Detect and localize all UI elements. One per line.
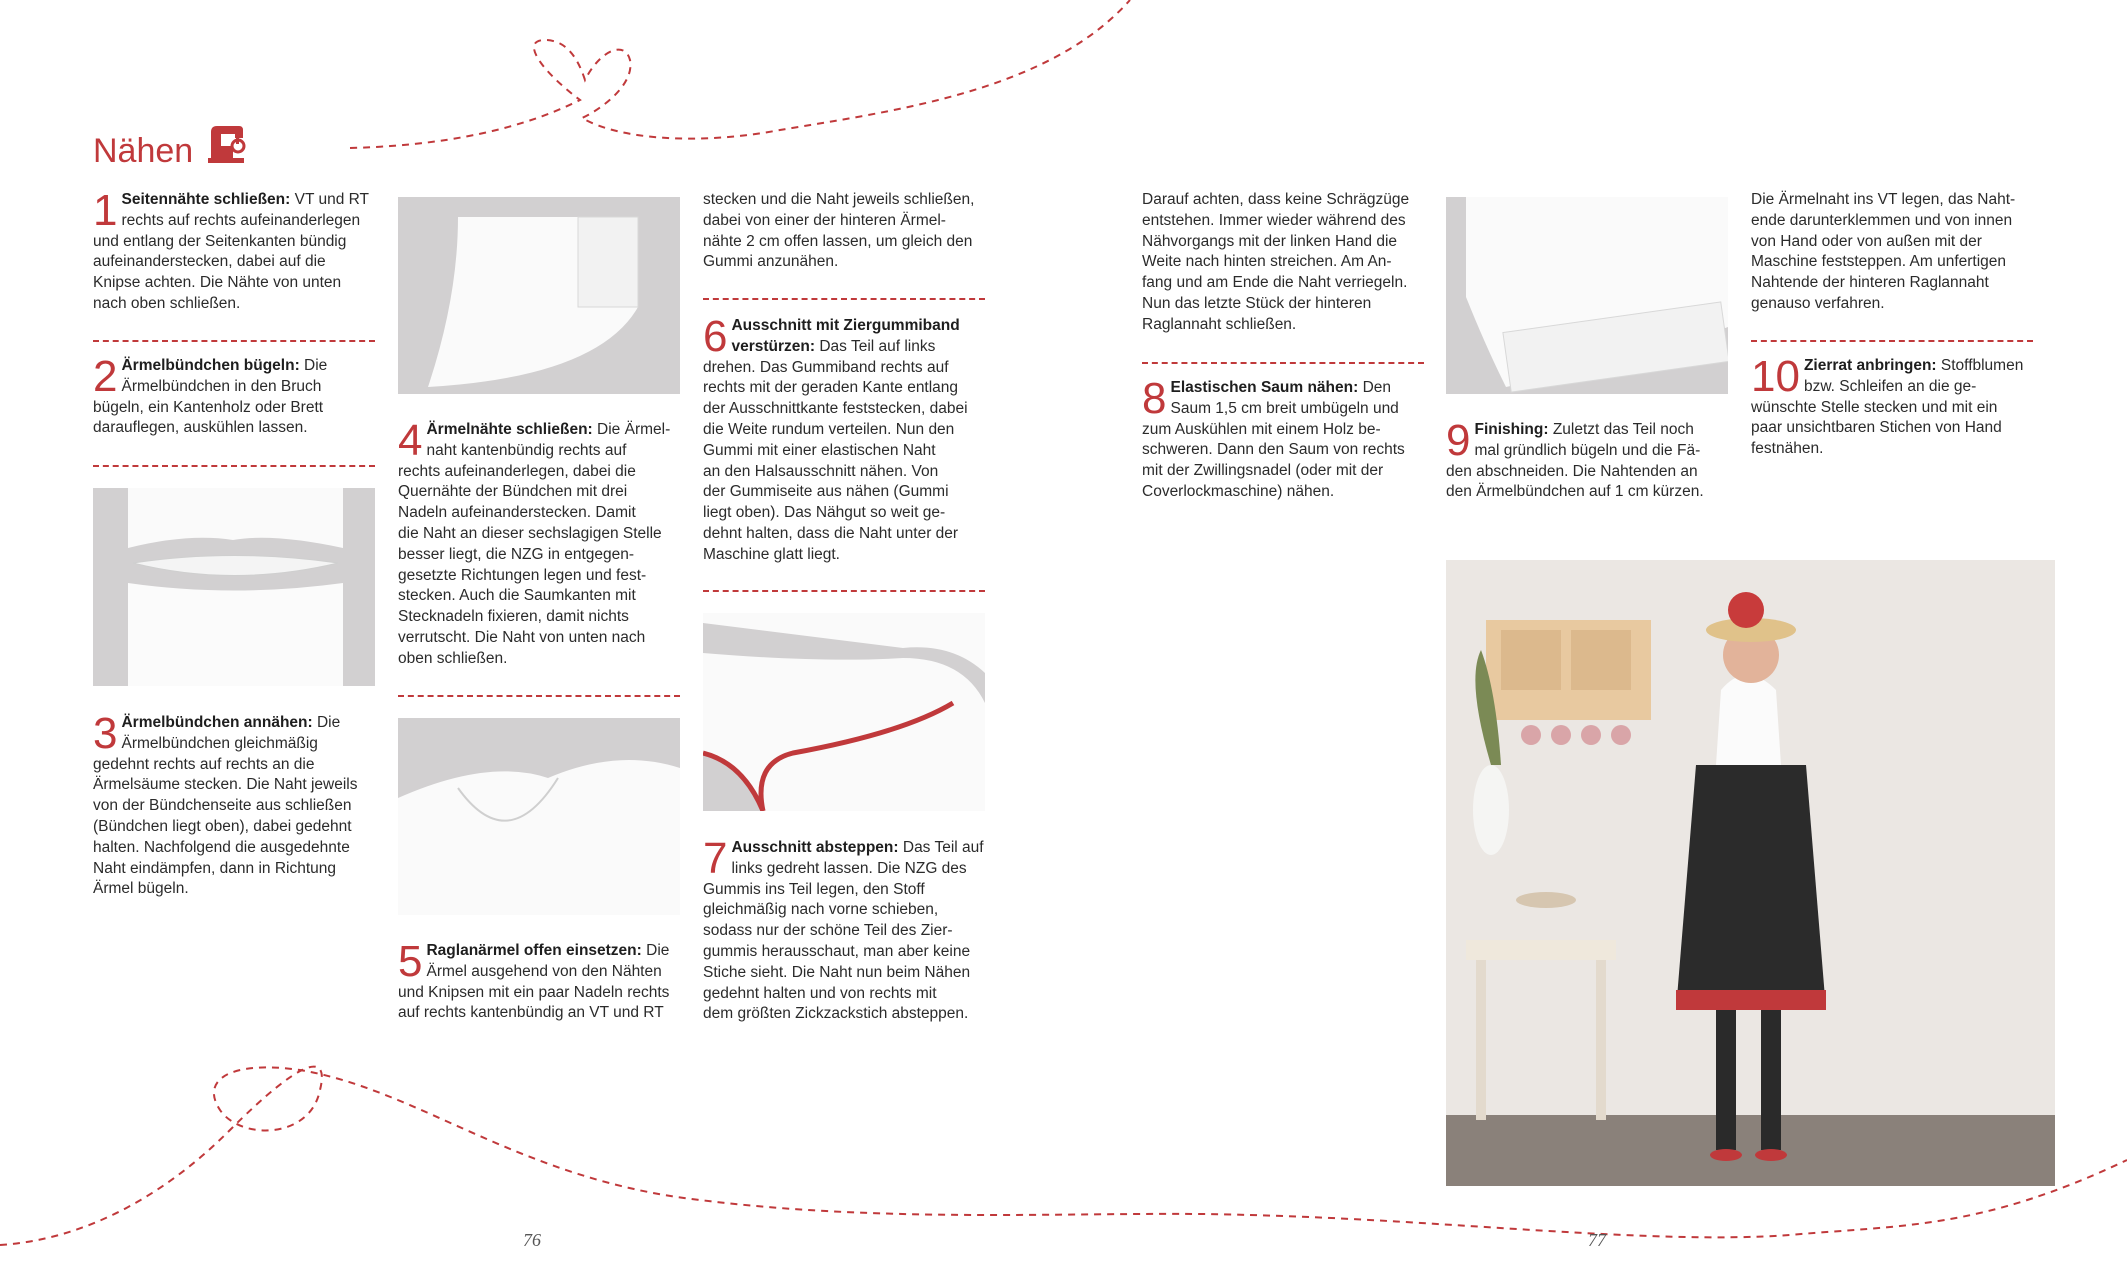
step-text: rechts auf rechts aufeinanderlegen bbox=[121, 211, 361, 229]
step-9-continued bbox=[1751, 190, 2051, 315]
step-9 bbox=[1446, 416, 1746, 503]
step-text: von Hand oder von außen mit der bbox=[1751, 232, 1982, 250]
step-5-continued bbox=[703, 190, 998, 273]
step-text: Die bbox=[299, 357, 328, 374]
step-text: gummis herausschaut, man aber keine bbox=[703, 942, 971, 960]
step-text: gleichmäßig nach vorne schieben, bbox=[703, 901, 939, 919]
step-text: besser liegt, die NZG in entgegen- bbox=[398, 545, 635, 563]
step-text: Stiche sieht. Die Naht nun beim Nähen bbox=[703, 963, 971, 981]
step-text: der Gummiseite aus nähen (Gummi bbox=[703, 483, 949, 501]
step-text: Naht eindämpfen, dann in Richtung bbox=[93, 859, 336, 877]
dashed-separator bbox=[1751, 340, 2033, 342]
step-text: Nahtende der hinteren Raglannaht bbox=[1751, 274, 1989, 292]
step-text: stecken. Auch die Saumkanten mit bbox=[398, 587, 636, 605]
step-text: Quernähte der Bündchen mit drei bbox=[398, 483, 628, 501]
photo-sleeve-folded bbox=[398, 197, 680, 394]
step-text: dehnt halten, dass die Naht unter der bbox=[703, 524, 959, 542]
step-number: 4 bbox=[398, 416, 423, 465]
step-text: dabei von einer der hinteren Ärmel- bbox=[703, 211, 946, 229]
step-text: bzw. Schleifen an die ge- bbox=[1803, 377, 1977, 395]
step-text: Saum 1,5 cm breit umbügeln und bbox=[1170, 399, 1399, 417]
page-number-left: 76 bbox=[523, 1230, 541, 1250]
step-heading: Ärmelbündchen bügeln: bbox=[121, 357, 300, 374]
step-text: sodass nur der schöne Teil des Zier- bbox=[703, 922, 953, 940]
step-text: nähte 2 cm offen lassen, um gleich den bbox=[703, 232, 973, 250]
step-text: verrutscht. Die Naht von unten nach bbox=[398, 628, 646, 646]
step-text: darauflegen, auskühlen lassen. bbox=[93, 419, 308, 437]
step-text: rechts mit der geraden Kante entlang bbox=[703, 379, 959, 397]
step-text: VT und RT bbox=[290, 191, 370, 208]
step-text: Stoffblumen bbox=[1936, 357, 2024, 374]
step-text: gedehnt halten und von rechts mit bbox=[703, 984, 937, 1002]
dashed-separator bbox=[703, 590, 985, 592]
step-text: ende darunterklemmen und von innen bbox=[1751, 211, 2013, 229]
step-text: mal gründlich bügeln und die Fä- bbox=[1474, 441, 1701, 459]
photo-sleeve-cuff bbox=[93, 488, 375, 686]
step-text: drehen. Das Gummiband rechts auf bbox=[703, 358, 949, 376]
step-number: 8 bbox=[1142, 374, 1167, 423]
step-text: rechts aufeinanderlegen, dabei die bbox=[398, 462, 636, 480]
step-text: naht kantenbündig rechts auf bbox=[426, 441, 627, 459]
step-heading: Finishing: bbox=[1474, 421, 1549, 438]
step-text: von der Bündchenseite aus schließen bbox=[93, 797, 352, 815]
step-text: Gummi mit einer elastischen Naht bbox=[703, 441, 936, 459]
step-heading: Ausschnitt absteppen: bbox=[731, 839, 899, 856]
step-text: an den Halsausschnitt nähen. Von bbox=[703, 462, 939, 480]
step-text: Gummi anzunähen. bbox=[703, 253, 839, 271]
step-text: aufeinanderstecken, dabei auf die bbox=[93, 253, 326, 271]
step-text: Stecknadeln fixieren, damit nichts bbox=[398, 608, 629, 626]
step-number: 3 bbox=[93, 709, 118, 758]
dashed-separator bbox=[398, 695, 680, 697]
step-text: Nun das letzte Stück der hinteren bbox=[1142, 294, 1372, 312]
step-heading: Ärmelbündchen annähen: bbox=[121, 714, 313, 731]
step-2 bbox=[93, 352, 378, 439]
step-text: entstehen. Immer wieder während des bbox=[1142, 211, 1406, 229]
step-text: bügeln, ein Kantenholz oder Brett bbox=[93, 398, 324, 416]
step-text: stecken und die Naht jeweils schließen, bbox=[703, 191, 975, 208]
step-text: mit der Zwillingsnadel (oder mit der bbox=[1142, 462, 1384, 480]
photo-neckline-elastic bbox=[703, 613, 985, 811]
step-text: und Knipsen mit ein paar Nadeln rechts bbox=[398, 983, 670, 1001]
sewing-machine-icon bbox=[205, 120, 247, 164]
step-text: gesetzte Richtungen legen und fest- bbox=[398, 566, 647, 584]
step-text: fang und am Ende die Naht verriegeln. bbox=[1142, 274, 1408, 292]
step-8 bbox=[1142, 374, 1442, 503]
step-number: 9 bbox=[1446, 416, 1471, 465]
step-text: gedehnt rechts auf rechts an die bbox=[93, 755, 315, 773]
step-text: Knipse achten. Die Nähte von unten bbox=[93, 274, 342, 292]
step-text: Ärmel ausgehend von den Nähten bbox=[426, 962, 662, 980]
step-number: 2 bbox=[93, 352, 118, 401]
step-number: 1 bbox=[93, 186, 118, 235]
step-text: Das Teil auf links bbox=[815, 337, 936, 355]
step-text: halten. Nachfolgend die ausgedehnte bbox=[93, 838, 350, 856]
photo-raglan-sleeve bbox=[398, 718, 680, 915]
step-heading: Elastischen Saum nähen: bbox=[1170, 379, 1359, 396]
step-7-continued bbox=[1142, 190, 1442, 336]
step-text: Raglannaht schließen. bbox=[1142, 315, 1297, 333]
step-text: der Ausschnittkante feststecken, dabei bbox=[703, 400, 968, 418]
step-text: Die bbox=[641, 942, 670, 959]
step-text: die Weite rundum verteilen. Nun den bbox=[703, 420, 955, 438]
step-text: schweren. Dann den Saum von rechts bbox=[1142, 441, 1405, 459]
step-number: 10 bbox=[1751, 352, 1800, 401]
step-text: Das Teil auf bbox=[898, 839, 984, 856]
step-text: Den bbox=[1358, 379, 1392, 396]
step-text: Nähvorgangs mit der linken Hand die bbox=[1142, 232, 1398, 250]
step-1 bbox=[93, 186, 378, 315]
step-text: liegt oben). Das Nähgut so weit ge- bbox=[703, 504, 946, 522]
step-heading: verstürzen: bbox=[731, 337, 816, 355]
step-text: wünschte Stelle stecken und mit ein bbox=[1751, 398, 1998, 416]
step-heading: Ausschnitt mit Ziergummiband bbox=[731, 317, 960, 334]
step-text: Weite nach hinten streichen. Am An- bbox=[1142, 253, 1392, 271]
section-title: Nähen bbox=[93, 132, 194, 170]
step-heading: Zierrat anbringen: bbox=[1803, 357, 1937, 374]
step-text: nach oben schließen. bbox=[93, 294, 241, 312]
photo-model-outfit bbox=[1446, 560, 2055, 1186]
dashed-separator bbox=[93, 340, 375, 342]
step-text: Ärmel bügeln. bbox=[93, 880, 189, 898]
step-text: Maschine glatt liegt. bbox=[703, 545, 840, 563]
step-text: Ärmelbündchen gleichmäßig bbox=[121, 734, 318, 752]
dashed-separator bbox=[703, 298, 985, 300]
step-text: Die Ärmel- bbox=[592, 421, 671, 438]
step-text: Nadeln aufeinanderstecken. Damit bbox=[398, 504, 636, 522]
step-10 bbox=[1751, 352, 2051, 460]
step-text: dem größten Zickzackstich absteppen. bbox=[703, 1005, 969, 1023]
step-4 bbox=[398, 416, 688, 670]
step-text: den Ärmelbündchen auf 1 cm kürzen. bbox=[1446, 483, 1704, 501]
step-6 bbox=[703, 312, 998, 566]
step-text: genauso verfahren. bbox=[1751, 294, 1885, 312]
step-heading: Seitennähte schließen: bbox=[121, 191, 291, 208]
step-number: 7 bbox=[703, 834, 728, 883]
step-7 bbox=[703, 834, 998, 1025]
page-number-right: 77 bbox=[1588, 1230, 1606, 1250]
step-text: Maschine feststeppen. Am unfertigen bbox=[1751, 253, 2007, 271]
step-text: die Naht an dieser sechslagigen Stelle bbox=[398, 524, 662, 542]
step-text: auf rechts kantenbündig an VT und RT bbox=[398, 1004, 664, 1022]
step-text: Ärmelbündchen in den Bruch bbox=[121, 377, 322, 395]
dashed-separator bbox=[1142, 362, 1424, 364]
step-text: paar unsichtbaren Stichen von Hand bbox=[1751, 419, 2002, 437]
step-text: festnähen. bbox=[1751, 440, 1824, 458]
step-heading: Ärmelnähte schließen: bbox=[426, 421, 593, 438]
step-text: Die bbox=[312, 714, 341, 731]
step-text: links gedreht lassen. Die NZG des bbox=[731, 859, 967, 877]
step-text: Zuletzt das Teil noch bbox=[1548, 421, 1694, 438]
step-number: 5 bbox=[398, 937, 423, 986]
step-5 bbox=[398, 937, 688, 1024]
step-text: oben schließen. bbox=[398, 649, 508, 667]
step-text: Darauf achten, dass keine Schrägzüge bbox=[1142, 191, 1410, 208]
step-heading: Raglanärmel offen einsetzen: bbox=[426, 942, 642, 959]
step-text: (Bündchen liegt oben), dabei gedehnt bbox=[93, 817, 352, 835]
step-text: Die Ärmelnaht ins VT legen, das Naht- bbox=[1751, 191, 2016, 208]
dashed-separator bbox=[93, 465, 375, 467]
step-text: den abschneiden. Die Nahtenden an bbox=[1446, 462, 1698, 480]
step-text: Gummis ins Teil legen, den Stoff bbox=[703, 880, 925, 898]
step-3 bbox=[93, 709, 383, 900]
step-text: zum Auskühlen mit einem Holz be- bbox=[1142, 420, 1381, 438]
step-number: 6 bbox=[703, 312, 728, 361]
step-text: Coverlockmaschine) nähen. bbox=[1142, 482, 1335, 500]
step-text: und entlang der Seitenkanten bündig bbox=[93, 232, 347, 250]
step-text: Ärmelsäume stecken. Die Naht jeweils bbox=[93, 776, 358, 794]
photo-sleeve-hem bbox=[1446, 197, 1728, 394]
